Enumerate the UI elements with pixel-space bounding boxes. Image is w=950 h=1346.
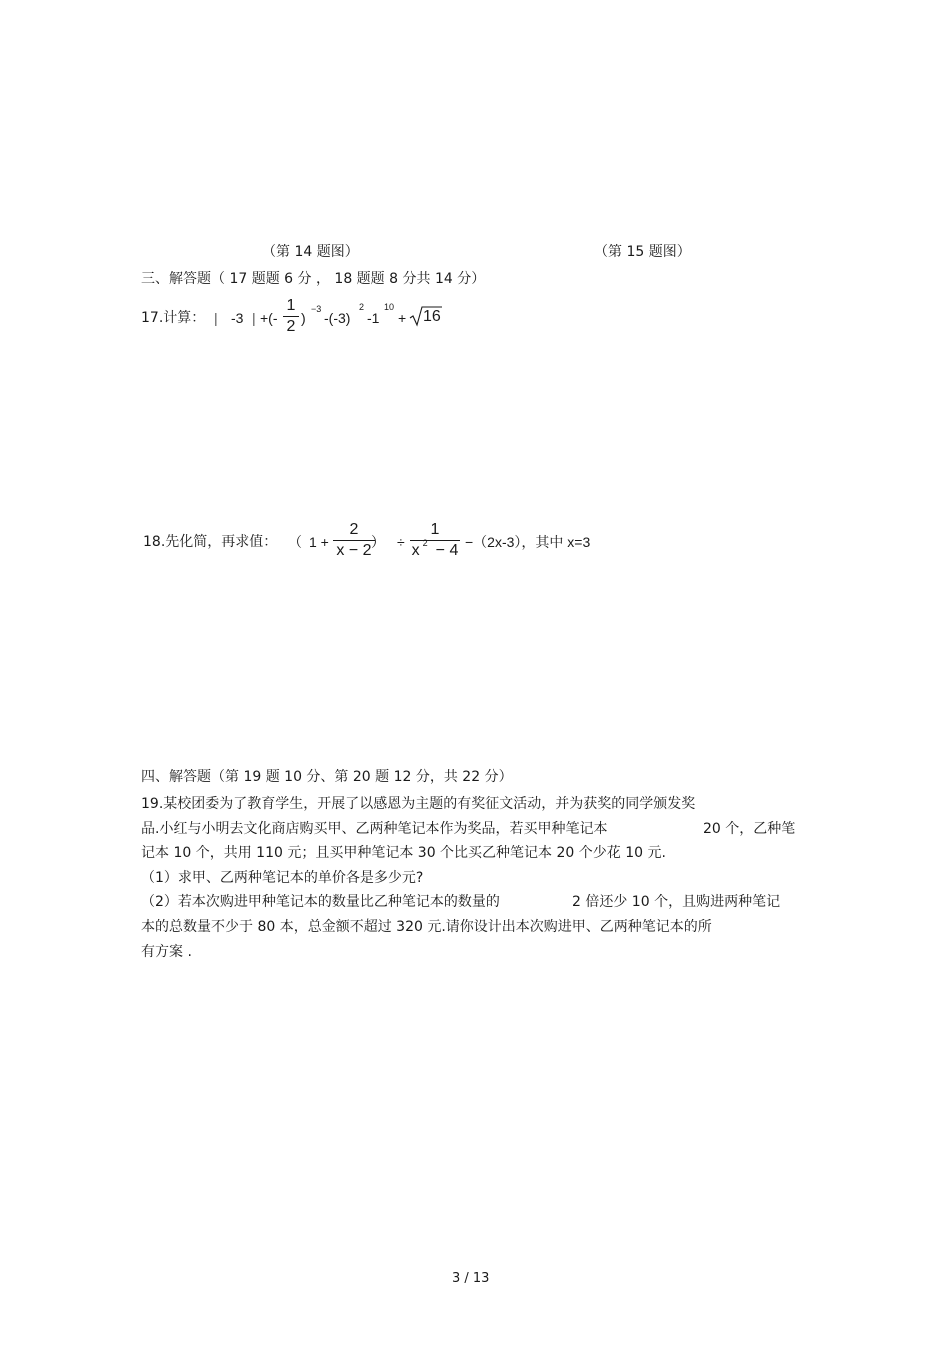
q17-fraction-denominator: 2: [286, 318, 296, 335]
q18-fraction-2: [410, 520, 460, 561]
q17-fraction: [283, 296, 299, 337]
q18-open-paren: （: [288, 534, 302, 550]
q19-line-7: 有方案 .: [141, 944, 192, 960]
q19-line-3: 记本 10 个，共用 110 元；且买甲种笔记本 30 个比买乙种笔记本 20 个少花 10 元.: [141, 845, 666, 861]
q17-abs-value: -3: [231, 310, 244, 326]
q19-line-4: （1）求甲、乙两种笔记本的单价各是多少元?: [141, 870, 424, 886]
section-4-heading: 四、解答题（第 19 题 10 分、第 20 题 12 分，共 22 分）: [141, 769, 513, 785]
q19-line-6: 本的总数量不少于 80 本，总金额不超过 320 元.请你设计出本次购进甲、乙两种笔记本的所: [141, 919, 712, 935]
q18-fraction-2-den-x: x: [411, 542, 420, 559]
q18-one-plus: 1 +: [309, 534, 329, 550]
q18-fraction-1: [333, 520, 375, 561]
q17-plus: +: [398, 310, 407, 326]
figure-15-caption: （第 15 题图）: [594, 244, 691, 260]
q17-minus-neg3: -(-3): [324, 310, 351, 326]
q17-exponent-3: 10: [384, 302, 395, 312]
q18-divide: ÷: [397, 534, 405, 550]
q18-close-paren: ）: [371, 534, 385, 550]
q18-fraction-2-den-exponent: 2: [422, 538, 428, 548]
q17-radicand: 16: [423, 308, 441, 325]
q18-fraction-1-denominator: x − 2: [336, 542, 372, 559]
section-3-heading: 三、解答题（ 17 题题 6 分 ， 18 题题 8 分共 14 分）: [141, 271, 486, 287]
q17-minus-one: -1: [367, 310, 380, 326]
q19-line-5b: 2 倍还少 10 个，且购进两种笔记: [572, 894, 781, 910]
q18-fraction-2-den-rest: − 4: [435, 542, 459, 559]
q17-exponent-1: −3: [311, 304, 322, 314]
q17-exponent-2: 2: [359, 302, 365, 312]
q17-abs-close: |: [252, 310, 256, 326]
q19-line-2a: 品.小红与小明去文化商店购买甲、乙两种笔记本作为奖品，若买甲种笔记本: [141, 821, 608, 837]
q17-fraction-numerator: 1: [286, 297, 296, 314]
q18-fraction-1-numerator: 2: [349, 521, 359, 538]
q19-line-1: 19.某校团委为了教育学生，开展了以感恩为主题的有奖征文活动，并为获奖的同学颁发奖: [141, 796, 696, 812]
q19-line-5a: （2）若本次购进甲种笔记本的数量比乙种笔记本的数量的: [141, 894, 500, 910]
q18-fraction-2-numerator: 1: [430, 521, 440, 538]
q17-prefix: 17.计算：: [141, 310, 206, 326]
q17-close-paren: ): [301, 310, 306, 326]
figure-14-caption: （第 14 题图）: [262, 244, 359, 260]
page-number: 3 / 13: [452, 1271, 490, 1286]
q17-abs-open: |: [214, 310, 218, 326]
q19-line-2b: 20 个，乙种笔: [703, 821, 796, 837]
q17-plus-paren: +(-: [260, 310, 278, 326]
q18-prefix: 18.先化简，再求值：: [143, 534, 278, 550]
q18-fraction-2-denominator: [411, 538, 459, 561]
q18-tail: −（2x-3），其中 x=3: [465, 534, 591, 550]
